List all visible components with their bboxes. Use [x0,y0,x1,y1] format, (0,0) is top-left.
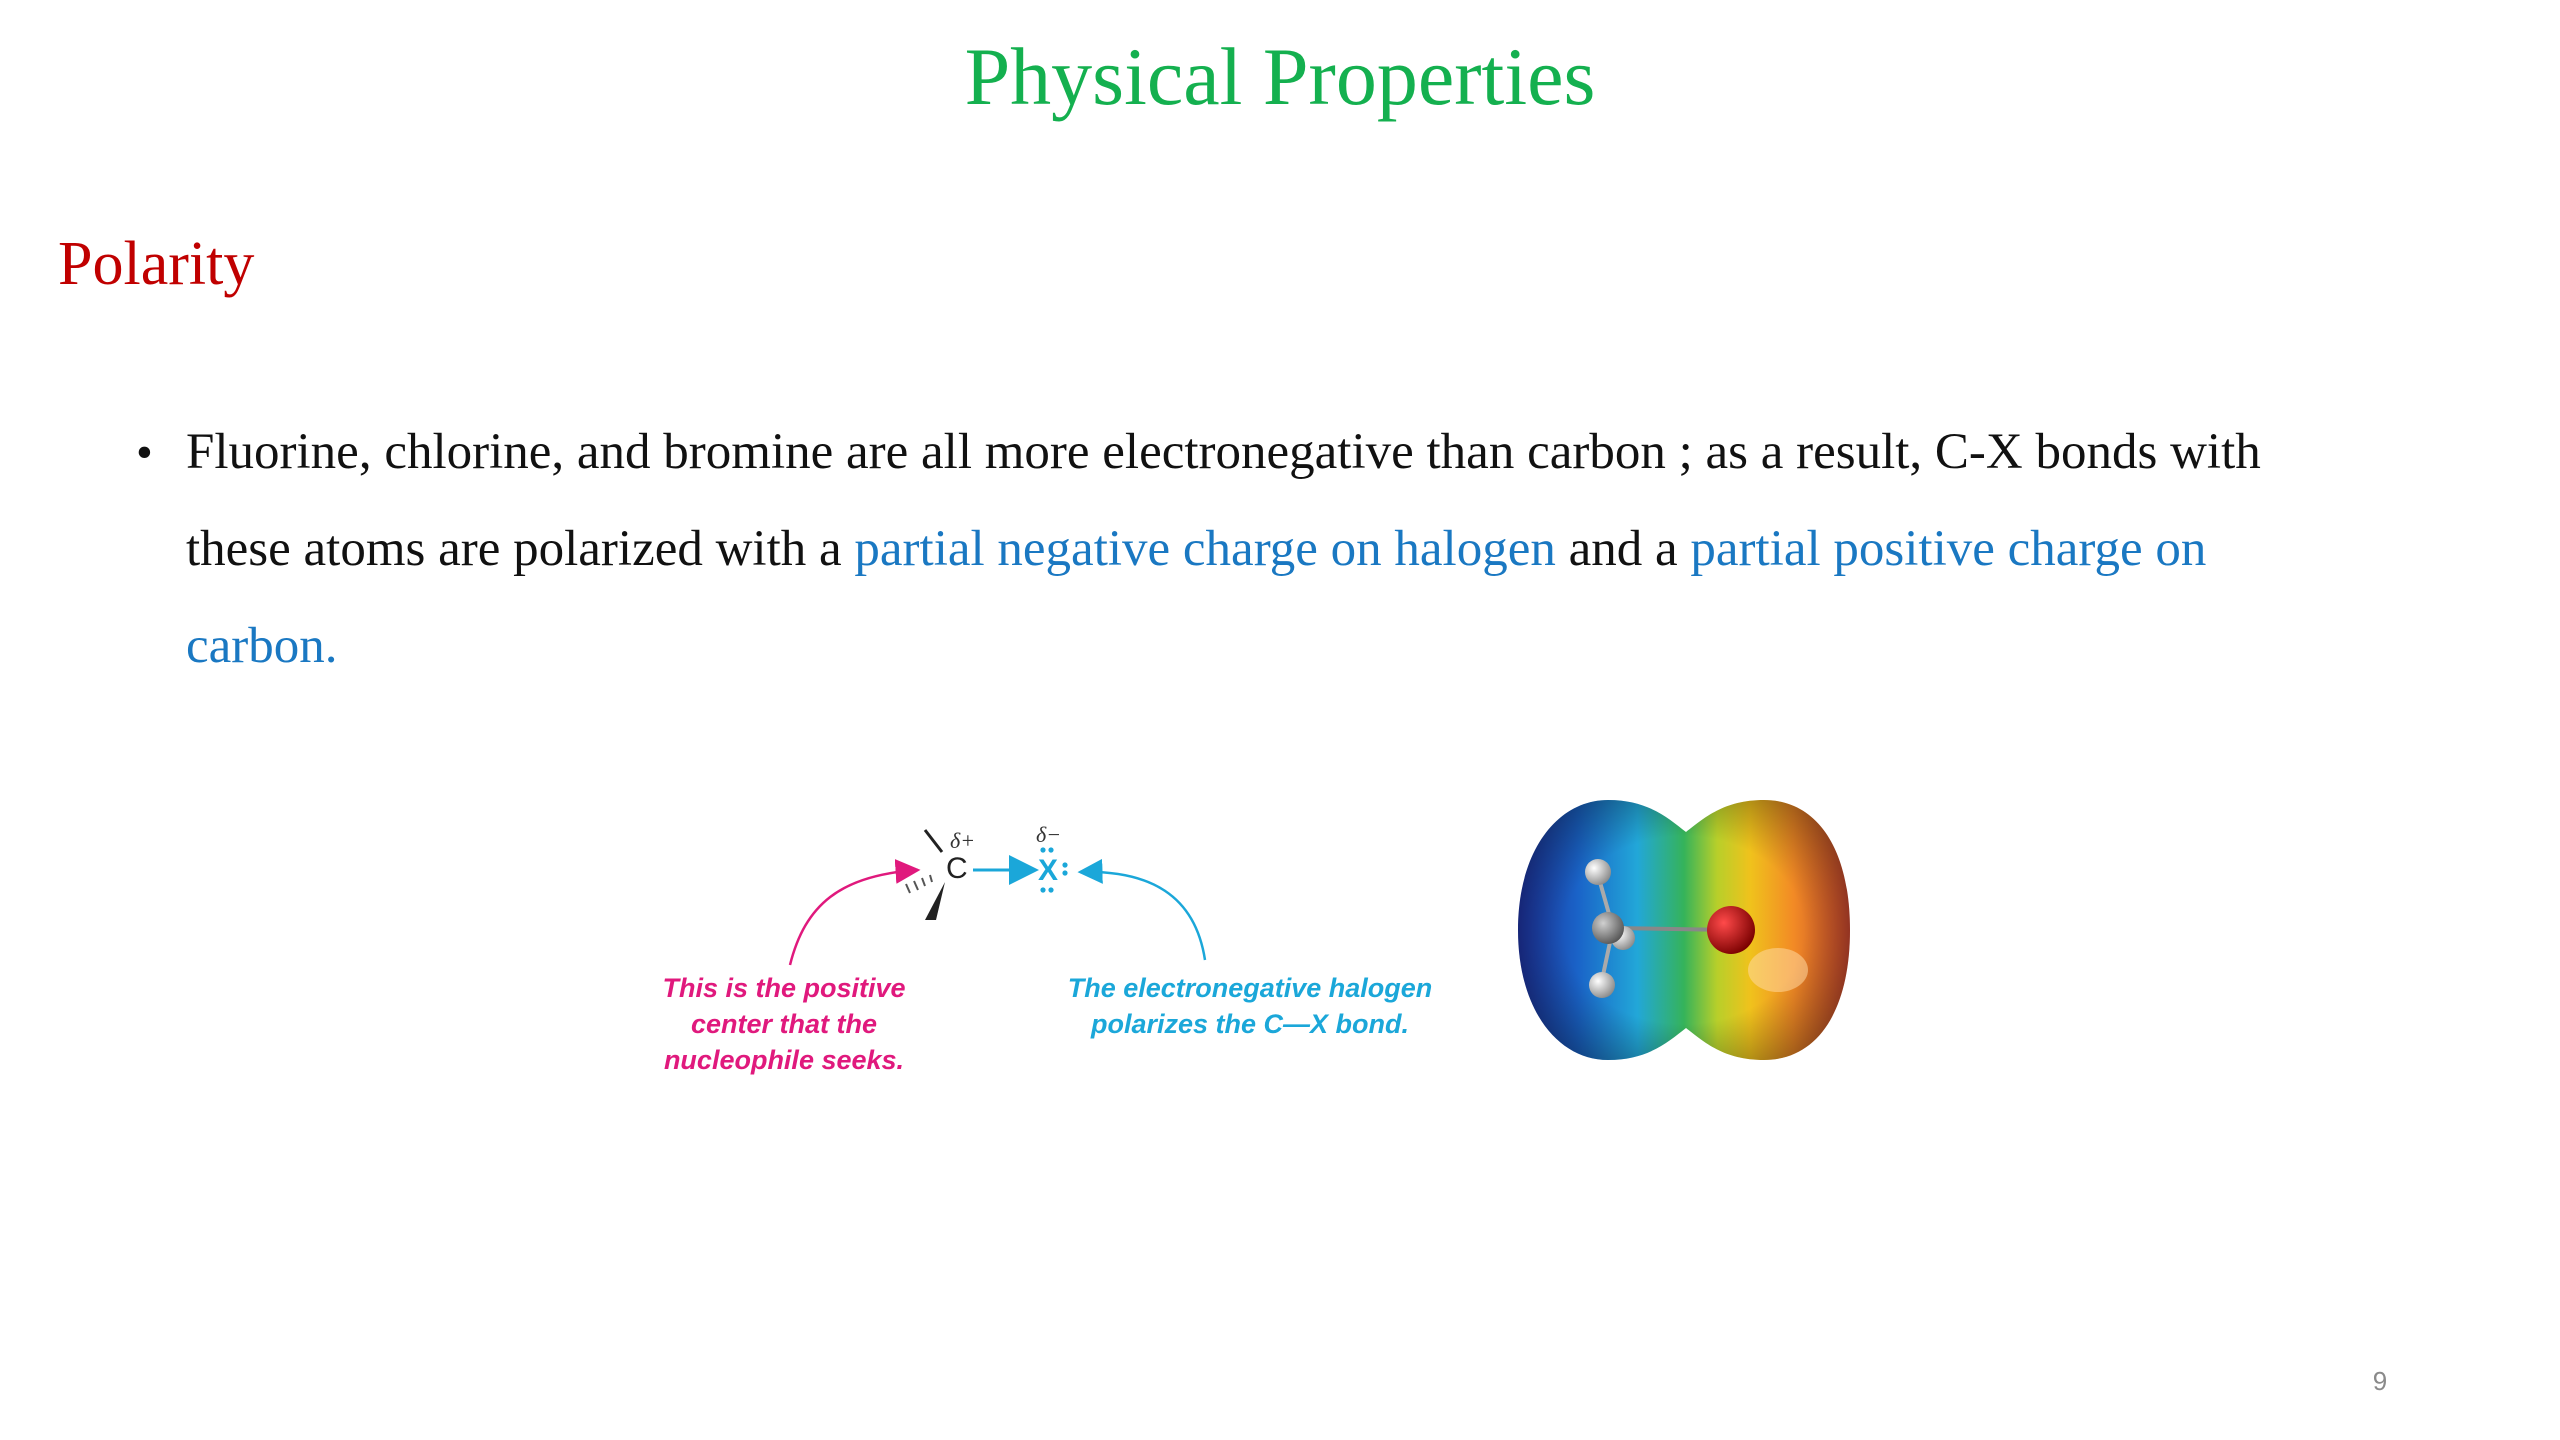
hydrogen-atom [1585,859,1611,885]
section-heading: Polarity [58,230,255,298]
page-number: 9 [2372,1366,2388,1396]
highlight-positive-charge: partial positive charge on carbon. [186,521,2207,674]
positive-center-caption: This is the positive center that the nucleophile seeks. [662,973,906,1075]
halogen-atom: X [1038,854,1059,887]
delta-plus-label: δ+ [950,828,976,853]
delta-minus-label: δ− [1036,822,1062,847]
electrostatic-potential-map [1498,780,1868,1080]
blue-pointer-arrow [1080,872,1205,960]
wedge-bond [925,882,945,920]
bullet-text-part-2: and a [1555,521,1691,577]
halogen-caption: The electronegative halogen polarizes the C—X bond. [1067,973,1433,1039]
carbon-atom: C [946,852,968,885]
pink-pointer-arrow [790,870,918,965]
highlight-negative-charge: partial negative charge on halogen [854,521,1556,577]
bullet-text-part-1: Fluorine, chlorine, and bromine are all more electronegative than carbon ; as a result, C-X bonds with these atoms are polarized with a [186,424,2261,577]
bullet-marker: • [136,426,153,479]
hydrogen-atom [1589,972,1615,998]
polarization-diagram [640,820,1490,1100]
bond-line [925,830,942,852]
carbon-atom-sphere [1592,912,1624,944]
hashed-bond [906,875,932,893]
bullet-text [186,404,2316,695]
slide-title: Physical Properties [964,31,1596,122]
halogen-atom-sphere [1707,906,1755,954]
